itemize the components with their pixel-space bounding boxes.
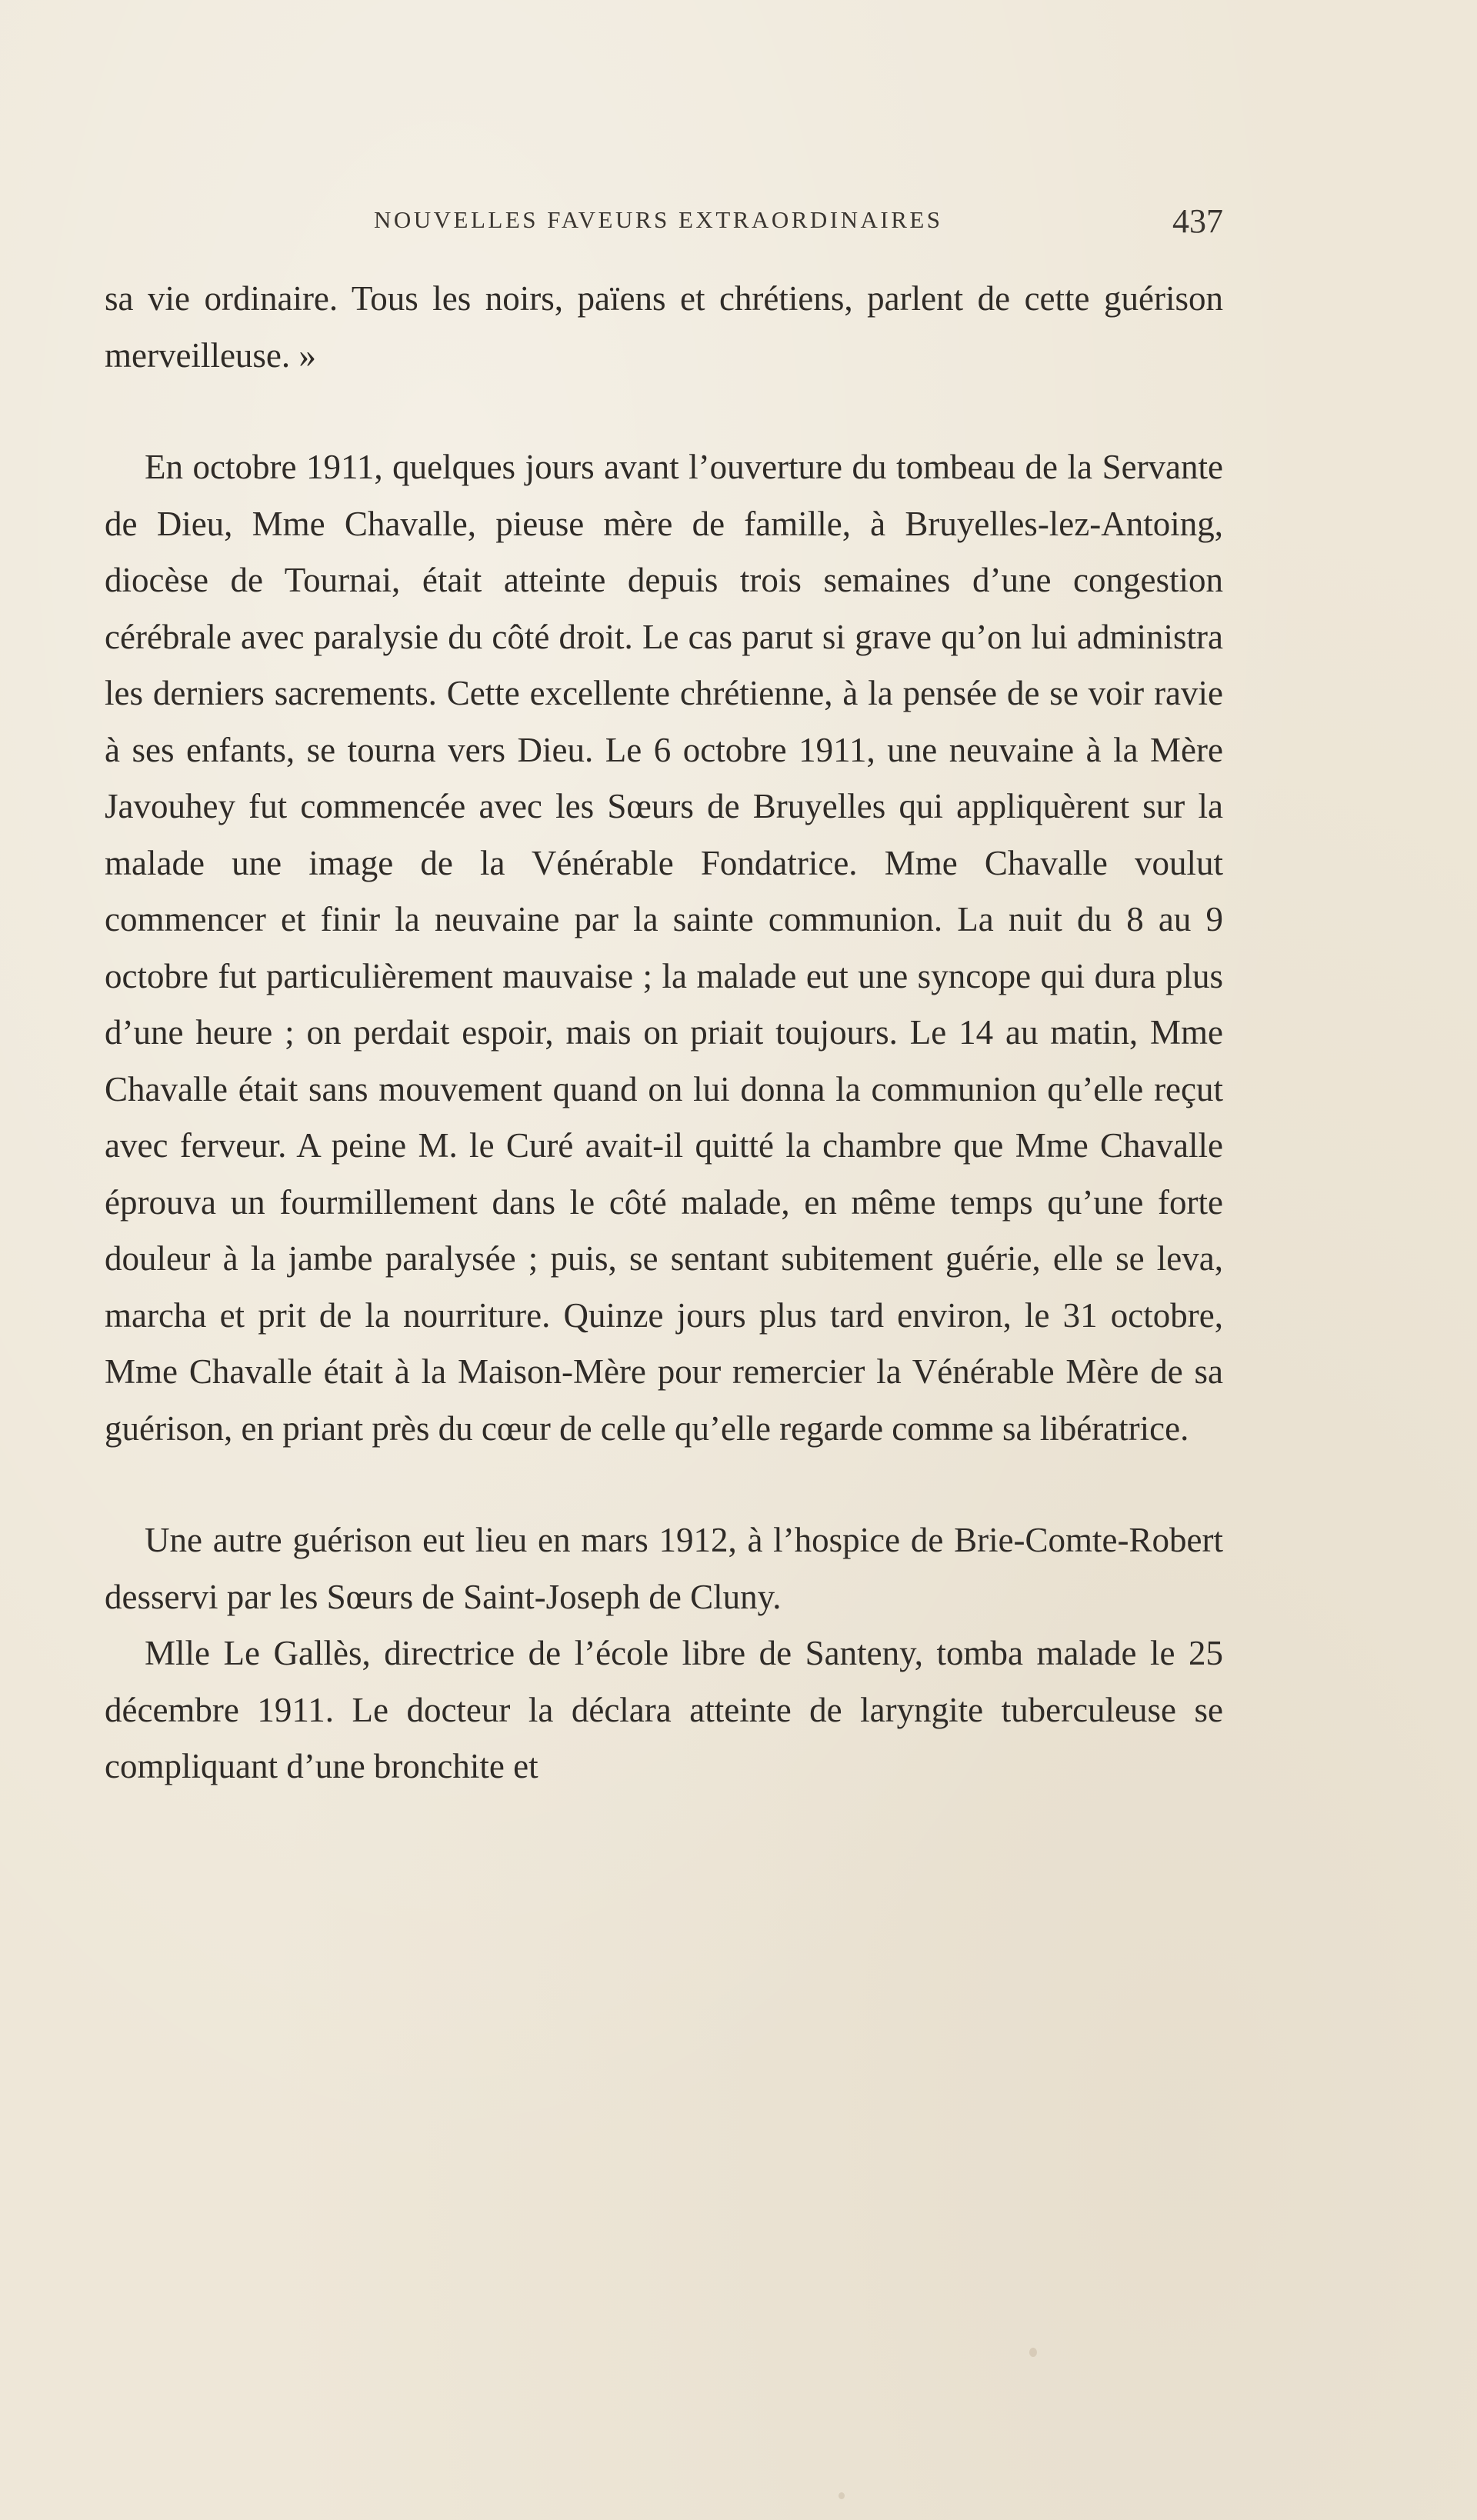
paragraph-gap <box>105 384 1223 439</box>
paragraph-gap <box>105 1457 1223 1512</box>
paragraph-brie-comte-robert: Une autre guérison eut lieu en mars 1912, à l’hospice de Brie-Comte-Robert desservi par les Sœurs de Saint-Joseph de Cluny. <box>105 1521 1223 1616</box>
running-head-title: NOUVELLES FAVEURS EXTRAORDINAIRES <box>374 206 943 233</box>
paragraph-le-galles: Mlle Le Gallès, directrice de l’école libre de Santeny, tomba malade le 25 décembre 1911. Le docteur la déclara atteinte de laryngite tuberculeuse se compliquant d’une bronchite et <box>105 1634 1223 1785</box>
page-number: 437 <box>1172 202 1223 240</box>
running-head <box>105 202 1223 240</box>
body-text <box>105 271 1223 1795</box>
paragraph-chavalle-healing: En octobre 1911, quelques jours avant l’ouverture du tombeau de la Servante de Dieu, Mme Chavalle, pieuse mère de famille, à Bruyelles-lez-Antoing, diocèse de Tournai, était atteinte depuis trois semaines d’une congestion cérébrale avec paralysie du côté droit. Le cas parut si grave qu’on lui administra les derniers sacrements. Cette excellente chrétienne, à la pensée de se voir ravie à ses enfants, se tourna vers Dieu. Le 6 octobre 1911, une neuvaine à la Mère Javouhey fut commencée avec les Sœurs de Bruyelles qui appliquèrent sur la malade une image de la Vénérable Fondatrice. Mme Chavalle voulut commencer et finir la neuvaine par la sainte communion. La nuit du 8 au 9 octobre fut particulièrement mauvaise ; la malade eut une syncope qui dura plus d’une heure ; on perdait espoir, mais on priait toujours. Le 14 au matin, Mme Chavalle était sans mouvement quand on lui donna la communion qu’elle reçut avec ferveur. A peine M. le Curé avait-il quitté la chambre que Mme Chavalle éprouva un fourmillement dans le côté malade, en même temps qu’une forte douleur à la jambe paralysée ; puis, se sentant subitement guérie, elle se leva, marcha et prit de la nourriture. Quinze jours plus tard environ, le 31 octobre, Mme Chavalle était à la Maison-Mère pour remercier la Vénérable Mère de sa guérison, en priant près du cœur de celle qu’elle regarde comme sa libératrice. <box>105 448 1223 1448</box>
paragraph-continuation: sa vie ordinaire. Tous les noirs, païens et chrétiens, parlent de cette guérison merveilleuse. » <box>105 279 1223 375</box>
paper-stain <box>839 2492 845 2499</box>
paper-stain <box>1029 2348 1037 2357</box>
